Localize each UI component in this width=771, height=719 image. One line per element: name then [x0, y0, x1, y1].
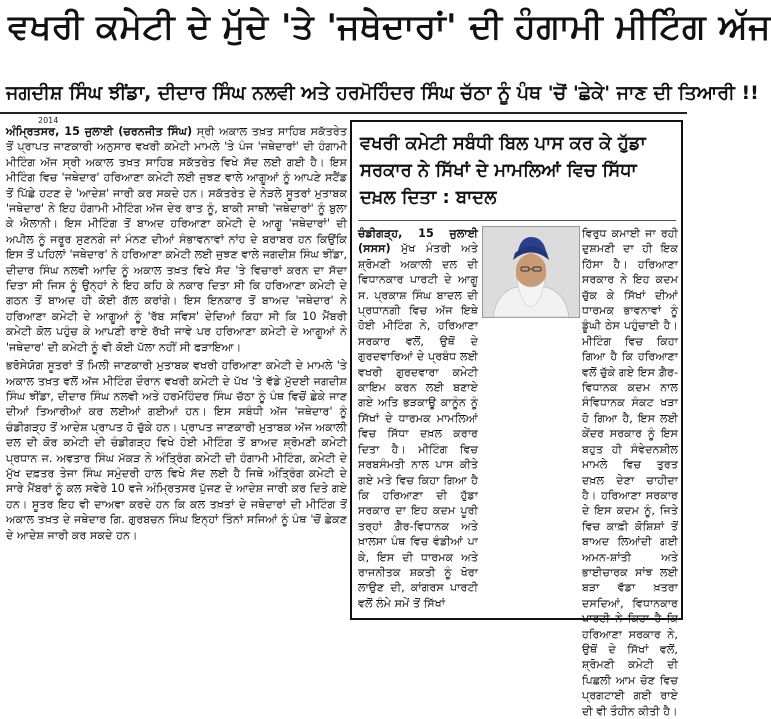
left-article: [6, 124, 347, 620]
boxed-article-column-1: [358, 226, 478, 616]
boxed-article-headline: ਵਖਰੀ ਕਮੇਟੀ ਸਬੰਧੀ ਬਿਲ ਪਾਸ ਕਰ ਕੇ ਹੁੱਡਾ ਸਰਕਾਰ ਨੇ ਸਿੱਖਾਂ ਦੇ ਮਾਮਲਿਆਂ ਵਿਚ ਸਿੱਧਾ ਦਖ਼ਲ ਦਿਤਾ : ਬਾਦਲ: [360, 133, 646, 208]
boxed-article-body-2: ਵਿਰੁਧ ਕਮਾਈ ਜਾ ਰਹੀ ਦੁਸ਼ਮਣੀ ਦਾ ਹੀ ਇਕ ਹਿੱਸਾ ਹੈ। ਹਰਿਆਣਾ ਸਰਕਾਰ ਨੇ ਇਹ ਕਦਮ ਚੁੱਕ ਕੇ ਸਿੱਖਾਂ ਦੀਆਂ ਧਾਰਮਕ ਭਾਵਨਾਵਾਂ ਨੂੰ ਡੂੰਘੀ ਠੇਸ ਪਹੁੰਚਾਈ ਹੈ। ਮੀਟਿੰਗ ਵਿਚ ਕਿਹਾ ਗਿਆ ਹੈ ਕਿ ਹਰਿਆਣਾ ਵਲੋਂ ਚੁੱਕੇ ਗਏ ਇਸ ਗ਼ੈਰ-ਵਿਧਾਨਕ ਕਦਮ ਨਾਲ ਸੰਵਿਧਾਨਕ ਸੰਕਟ ਖੜਾ ਹੋ ਗਿਆ ਹੈ, ਇਸ ਲਈ ਕੇਂਦਰ ਸਰਕਾਰ ਨੂੰ ਇਸ ਬਹੁਤ ਹੀ ਸੰਵੇਦਨਸ਼ੀਲ ਮਾਮਲੇ ਵਿਚ ਤੁਰਤ ਦਖ਼ਲ ਦੇਣਾ ਚਾਹੀਦਾ ਹੈ। ਹਰਿਆਣਾ ਸਰਕਾਰ ਦੇ ਇਸ ਕਦਮ ਨੂੰ, ਜਿਤੇ ਵਿਚ ਕਾਫ਼ੀ ਕੋਸ਼ਿਸ਼ਾਂ ਤੋਂ ਬਾਅਦ ਲਿਆਂਦੀ ਗਈ ਅਮਨ-ਸ਼ਾਂਤੀ ਅਤੇ ਭਾਈਚਾਰਕ ਸਾਂਝ ਲਈ ਬੜਾ ਵੱਡਾ ਖ਼ਤਰਾ ਦਸਦਿਆਂ, ਵਿਧਾਨਕਾਰ ਪਾਰਟੀ ਨੇ ਕਿਹਾ ਹੈ ਕਿ ਹਰਿਆਣਾ ਸਰਕਾਰ ਨੇ, ਉਥੋਂ ਦੇ ਸਿੱਖਾਂ ਵਲੋਂ, ਸ਼੍ਰੋਮਣੀ ਕਮੇਟੀ ਦੀ ਪਿਛਲੀ ਆਮ ਚੋਣ ਵਿਚ ਪ੍ਰਗਟਾਈ ਗਈ ਰਾਏ ਦੀ ਵੀ ਤੌਹੀਨ ਕੀਤੀ ਹੈ।: [582, 227, 678, 718]
left-article-para-2: ਭਰੋਸੇਯੋਗ ਸੂਤਰਾਂ ਤੋਂ ਮਿਲੀ ਜਾਣਕਾਰੀ ਮੁਤਾਬਕ ਵਖਰੀ ਹਰਿਆਣਾ ਕਮੇਟੀ ਦੇ ਮਾਮਲੇ 'ਤੇ ਅਕਾਲ ਤਖ਼ਤ ਵਲੋਂ ਅੱਜ ਮੀਟਿੰਗ ਦੌਰਾਨ ਵਖਰੀ ਕਮੇਟੀ ਦੇ ਪੱਖ 'ਤੇ ਵੱਡੇ ਮੁੱਦਈ ਜਗਦੀਸ਼ ਸਿੰਘ ਝੀਂਡਾ, ਦੀਦਾਰ ਸਿੰਘ ਨਲਵੀ ਅਤੇ ਹਰਮੋਹਿੰਦਰ ਸਿੰਘ ਚੱਠਾ ਨੂੰ ਪੰਥ ਵਿਚੋਂ ਛੇਕੇ ਜਾਣ ਦੀਆਂ ਤਿਆਰੀਆਂ ਕਰ ਲਈਆਂ ਗਈਆਂ ਹਨ। ਇਸ ਸਬੰਧੀ ਅੱਜ 'ਜਥੇਦਾਰ' ਨੂੰ ਚੰਡੀਗੜ੍ਹ ਤੋਂ ਆਦੇਸ਼ ਪ੍ਰਾਪਤ ਹੋ ਚੁੱਕੇ ਹਨ। ਪ੍ਰਾਪਤ ਜਾਣਕਾਰੀ ਮੁਤਾਬਕ ਅੱਜ ਅਕਾਲੀ ਦਲ ਦੀ ਕੋਰ ਕਮੇਟੀ ਦੀ ਚੰਡੀਗੜ੍ਹ ਵਿਖੇ ਹੋਈ ਮੀਟਿੰਗ ਤੋਂ ਬਾਅਦ ਸ਼੍ਰੋਮਣੀ ਕਮੇਟੀ ਪ੍ਰਧਾਨ ਜ. ਅਵਤਾਰ ਸਿੰਘ ਮੱਕੜ ਨੇ ਅੰਤ੍ਰਿੰਗ ਕਮੇਟੀ ਦੀ ਹੰਗਾਮੀ ਮੀਟਿੰਗ, ਕਮੇਟੀ ਦੇ ਮੁੱਖ ਦਫ਼ਤਰ ਤੇਜਾ ਸਿੰਘ ਸਮੁੰਦਰੀ ਹਾਲ ਵਿਖੇ ਸੱਦ ਲਈ ਹੈ ਜਿਥੇ ਅੰਤ੍ਰਿੰਗ ਕਮੇਟੀ ਦੇ ਸਾਰੇ ਮੈਂਬਰਾਂ ਨੂੰ ਕਲ ਸਵੇਰੇ 10 ਵਜੇ ਅੰਮ੍ਰਿਤਸਰ ਪੁੱਜਣ ਦੇ ਆਦੇਸ਼ ਜਾਰੀ ਕਰ ਦਿਤੇ ਗਏ ਹਨ। ਸੂਤਰ ਇਹ ਵੀ ਦਾਅਵਾ ਕਰਦੇ ਹਨ ਕਿ ਕਲ ਤਖ਼ਤਾਂ ਦੇ ਜਥੇਦਾਰਾਂ ਦੀ ਮੀਟਿੰਗ ਤੋਂ ਅਕਾਲ ਤਖ਼ਤ ਦੇ ਜਥੇਦਾਰ ਗਿ. ਗੁਰਬਚਨ ਸਿੰਘ ਇਨ੍ਹਾਂ ਤਿੰਨਾਂ ਸਜਿਆਂ ਨੂੰ ਪੰਥ 'ਚੋਂ ਛੇਕਣ ਦੇ ਆਦੇਸ਼ ਜਾਰੀ ਕਰ ਸਕਦੇ ਹਨ।: [6, 359, 347, 542]
left-article-dateline: ਅੰਮ੍ਰਿਤਸਰ, 15 ਜੁਲਾਈ (ਚਰਨਜੀਤ ਸਿੰਘ): [6, 125, 193, 138]
header-divider: [0, 112, 687, 114]
boxed-article: [350, 120, 683, 718]
boxed-article-body-1: ਮੁੱਖ ਮੰਤਰੀ ਅਤੇ ਸ਼੍ਰੋਮਣੀ ਅਕਾਲੀ ਦਲ ਦੀ ਵਿਧਾਨਕਾਰ ਪਾਰਟੀ ਦੇ ਆਗੂ ਸ. ਪ੍ਰਕਾਸ਼ ਸਿੰਘ ਬਾਦਲ ਦੀ ਪ੍ਰਧਾਨਗੀ ਵਿਚ ਅੱਜ ਇਥੇ ਹੋਈ ਮੀਟਿੰਗ ਨੇ, ਹਰਿਆਣਾ ਸਰਕਾਰ ਵਲੋਂ, ਉਥੋਂ ਦੇ ਗੁਰਦਵਾਰਿਆਂ ਦੇ ਪ੍ਰਬੰਧ ਲਈ ਵਖਰੀ ਗੁਰਦਵਾਰਾ ਕਮੇਟੀ ਕਾਇਮ ਕਰਨ ਲਈ ਬਣਾਏ ਗਏ ਅਤਿ ਭੜਕਾਊ ਕਾਨੂੰਨ ਨੂੰ ਸਿੱਖਾਂ ਦੇ ਧਾਰਮਕ ਮਾਮਲਿਆਂ ਵਿਚ ਸਿੱਧਾ ਦਖ਼ਲ ਕਰਾਰ ਦਿਤਾ ਹੈ। ਮੀਟਿੰਗ ਵਿਚ ਸਰਬਸੰਮਤੀ ਨਾਲ ਪਾਸ ਕੀਤੇ ਗਏ ਮਤੇ ਵਿਚ ਕਿਹਾ ਗਿਆ ਹੈ ਕਿ ਹਰਿਆਣਾ ਦੀ ਹੁੱਡਾ ਸਰਕਾਰ ਦਾ ਇਹ ਕਦਮ ਪੂਰੀ ਤਰ੍ਹਾਂ ਗ਼ੈਰ-ਵਿਧਾਨਕ ਅਤੇ ਖ਼ਾਲਸਾ ਪੰਥ ਵਿਚ ਵੰਡੀਆਂ ਪਾ ਕੇ, ਇਸ ਦੀ ਧਾਰਮਕ ਅਤੇ ਰਾਜਨੀਤਕ ਸ਼ਕਤੀ ਨੂੰ ਖੋਰਾ ਲਾਉਣ ਦੀ, ਕਾਂਗਰਸ ਪਾਰਟੀ ਵਲੋਂ ਲੰਮੇ ਸਮੇਂ ਤੋਂ ਸਿੱਖਾਂ: [358, 242, 478, 610]
portrait-photo: [482, 226, 580, 318]
portrait-illustration: [483, 227, 579, 317]
boxed-article-divider: [358, 220, 676, 221]
boxed-article-para-1: [358, 226, 478, 611]
year-tag: 2014: [38, 116, 59, 125]
main-headline: ਵਖਰੀ ਕਮੇਟੀ ਦੇ ਮੁੱਦੇ 'ਤੇ 'ਜਥੇਦਾਰਾਂ' ਦੀ ਹੰਗਾਮੀ ਮੀਟਿੰਗ ਅੱਜ: [8, 7, 771, 47]
boxed-article-column-2: [582, 226, 678, 718]
boxed-article-dateline: ਚੰਡੀਗੜ੍ਹ, 15 ਜੁਲਾਈ (ਸਸਸ): [358, 227, 478, 256]
boxed-article-column-1-continued: [482, 320, 578, 616]
left-article-body-1: ਸ੍ਰੀ ਅਕਾਲ ਤਖ਼ਤ ਸਾਹਿਬ ਸਕੱਤਰੇਤ ਤੋਂ ਪ੍ਰਾਪਤ ਜਾਣਕਾਰੀ ਅਨੁਸਾਰ ਵਖਰੀ ਕਮੇਟੀ ਮਾਮਲੇ 'ਤੇ ਪੰਜ 'ਜਥੇਦਾਰਾਂ' ਦੀ ਹੰਗਾਮੀ ਮੀਟਿੰਗ ਅੱਜ ਸ੍ਰੀ ਅਕਾਲ ਤਖ਼ਤ ਸਾਹਿਬ ਸਕੱਤਰੇਤ ਵਿਖੇ ਸੱਦ ਲਈ ਗਈ ਹੈ। ਇਸ ਮੀਟਿੰਗ ਵਿਚ 'ਜਥੇਦਾਰ' ਹਰਿਆਣਾ ਕਮੇਟੀ ਲਈ ਜੁਝਣ ਵਾਲੇ ਆਗੂਆਂ ਨੂੰ ਆਪਣੇ ਸਟੈਂਡ ਤੋਂ ਪਿੱਛੇ ਹਟਣ ਦੇ 'ਆਦੇਸ਼' ਜਾਰੀ ਕਰ ਸਕਦੇ ਹਨ। ਸਕੱਤਰੇਤ ਦੇ ਨੇੜਲੇ ਸੂਤਰਾਂ ਮੁਤਾਬਕ 'ਜਥੇਦਾਰ' ਨੇ ਇਹ ਹੰਗਾਮੀ ਮੀਟਿੰਗ ਅੱਜ ਦੇਰ ਰਾਤ ਨੂੰ, ਬਾਕੀ ਸਾਥੀ 'ਜਥੇਦਾਰਾਂ' ਨੂੰ ਬੁਲਾ ਕੇ ਐਲਾਨੀ। ਇਸ ਮੀਟਿੰਗ ਤੋਂ ਬਾਅਦ ਹਰਿਆਣਾ ਕਮੇਟੀ ਦੇ ਆਗੂ 'ਜਥੇਦਾਰਾਂ' ਦੀ ਅਪੀਲ ਨੂੰ ਜਰੂਰ ਸੁਣਨਗੇ ਜਾਂ ਮੰਨਣ ਦੀਆਂ ਸੰਭਾਵਨਾਵਾਂ ਨਾਂਹ ਦੇ ਬਰਾਬਰ ਹਨ ਕਿਉਂਕਿ ਇਸ ਤੋਂ ਪਹਿਲਾਂ 'ਜਥੇਦਾਰ' ਨੇ ਹਰਿਆਣਾ ਕਮੇਟੀ ਲਈ ਜੁਝਣ ਵਾਲੇ ਜਗਦੀਸ਼ ਸਿੰਘ ਝੀਂਡਾ, ਦੀਦਾਰ ਸਿੰਘ ਨਲਵੀ ਆਦਿ ਨੂੰ ਅਕਾਲ ਤਖ਼ਤ ਵਿਖੇ ਸੱਦ 'ਤੇ ਵਿਚਾਰਾਂ ਕਰਨ ਦਾ ਸੱਦਾ ਦਿਤਾ ਸੀ ਜਿਸ ਨੂੰ ਉਨ੍ਹਾਂ ਨੇ ਇਹ ਕਹਿ ਕੇ ਨਕਾਰ ਦਿਤਾ ਸੀ ਕਿ ਹਰਿਆਣਾ ਕਮੇਟੀ ਦੇ ਗਠਨ ਤੋਂ ਬਾਅਦ ਹੀ ਕੋਈ ਗੱਲ ਕਰਾਂਗੇ। ਇਸ ਇਨਕਾਰ ਤੋਂ ਬਾਅਦ 'ਜਥੇਦਾਰ' ਨੇ ਹਰਿਆਣਾ ਕਮੇਟੀ ਦੇ ਆਗੂਆਂ ਨੂੰ 'ਰੱਬ ਸਵਿਸ' ਦੇਦਿਆਂ ਕਿਹਾ ਸੀ ਕਿ 10 ਮੈਂਬਰੀ ਕਮੇਟੀ ਕੋਲ ਪਹੁੰਚ ਕੇ ਆਪਣੀ ਰਾਏ ਰੱਖੀ ਜਾਵੇ ਪਰ ਹਰਿਆਣਾ ਕਮੇਟੀ ਦੇ ਆਗੂਆਂ ਨੇ 'ਜਥੇਦਾਰ' ਦੀ ਕਮੇਟੀ ਨੂੰ ਵੀ ਕੋਈ ਪੱਲਾ ਨਹੀਂ ਸੀ ਫੜਾਇਆ।: [6, 125, 347, 354]
left-article-para-1: [6, 124, 347, 355]
sub-headline: ਜਗਦੀਸ਼ ਸਿੰਘ ਝੀਂਡਾ, ਦੀਦਾਰ ਸਿੰਘ ਨਲਵੀ ਅਤੇ ਹਰਮੋਹਿੰਦਰ ਸਿੰਘ ਚੱਠਾ ਨੂੰ ਪੰਥ 'ਚੋਂ 'ਛੇਕੇ' ਜਾਣ ਦੀ ਤਿਆਰੀ !!: [6, 82, 759, 104]
